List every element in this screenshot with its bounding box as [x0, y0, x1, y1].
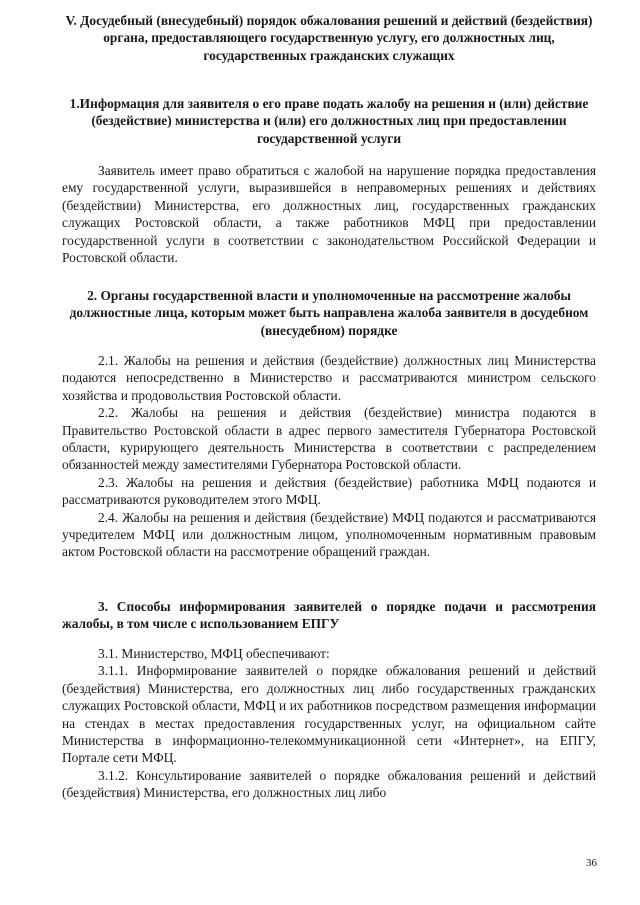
paragraph-2-1: 2.1. Жалобы на решения и действия (бездействие) должностных лиц Министерства подаются непосредственно в Министерство и рассматриваются министром сельского хозяйства и продовольствия Ростовской области.	[62, 353, 596, 403]
paragraph-2-3: 2.3. Жалобы на решения и действия (бездействие) работника МФЦ подаются и рассматриваются руководителем этого МФЦ.	[62, 474, 596, 508]
section-1-heading: 1.Информация для заявителя о его праве подать жалобу на решения и (или) действие (бездействие) министерства и (или) его должностных лиц при предоставлении государственной услуги	[69, 96, 589, 146]
paragraph-3-1-1: 3.1.1. Информирование заявителей о порядке обжалования решений и действий (бездействия) Министерства, его должностных лиц либо государственных гражданских служащих Ростовской области, МФЦ и их работников посредством размещения информации на стендах в местах предоставления государственных услуг, на официальном сайте Министерства в информационно-телекоммуникационной сети «Интернет», на ЕПГУ, Портале сети МФЦ.	[62, 663, 596, 766]
section-3-body	[62, 645, 596, 802]
paragraph-2-2: 2.2. Жалобы на решения и действия (бездействие) министра подаются в Правительство Ростовской области в адрес первого заместителя Губернатора Ростовской области, курирующего деятельность Министерства в соответствии с распределением обязанностей между заместителями Губернатора Ростовской области.	[62, 405, 596, 473]
page-number: 36	[586, 857, 597, 869]
paragraph-3-1: 3.1. Министерство, МФЦ обеспечивают:	[98, 646, 330, 661]
section-2-body	[62, 352, 596, 561]
document-title: V. Досудебный (внесудебный) порядок обжалования решений и действий (бездействия) органа, предоставляющего государственную услугу, его должностных лиц, государственных гражданских служащих	[65, 13, 593, 63]
section-2-heading: 2. Органы государственной власти и уполномоченные на рассмотрение жалобы должностные лица, которым может быть направлена жалоба заявителя в досудебном (внесудебном) порядке	[69, 288, 589, 338]
section-1-paragraph: Заявитель имеет право обратиться с жалобой на нарушение порядка предоставления ему государственной услуги, выразившейся в неправомерных решениях и действиях (бездействии) Министерства, его должностных лиц, государственных гражданских служащих Ростовской области, а также работников МФЦ при предоставлении государственной услуги в соответствии с законодательством Российской Федерации и Ростовской области.	[62, 163, 596, 266]
paragraph-3-1-2: 3.1.2. Консультирование заявителей о порядке обжалования решений и действий (бездействия) Министерства, его должностных лиц либо	[62, 767, 596, 801]
paragraph-2-4: 2.4. Жалобы на решения и действия (бездействие) МФЦ подаются и рассматриваются учредителем МФЦ или должностным лицом, уполномоченным нормативным правовым актом Ростовской области на рассмотрение обращений граждан.	[62, 509, 596, 560]
section-3-heading: 3. Способы информирования заявителей о порядке подачи и рассмотрения жалобы, в том числе с использованием ЕПГУ	[62, 599, 596, 632]
